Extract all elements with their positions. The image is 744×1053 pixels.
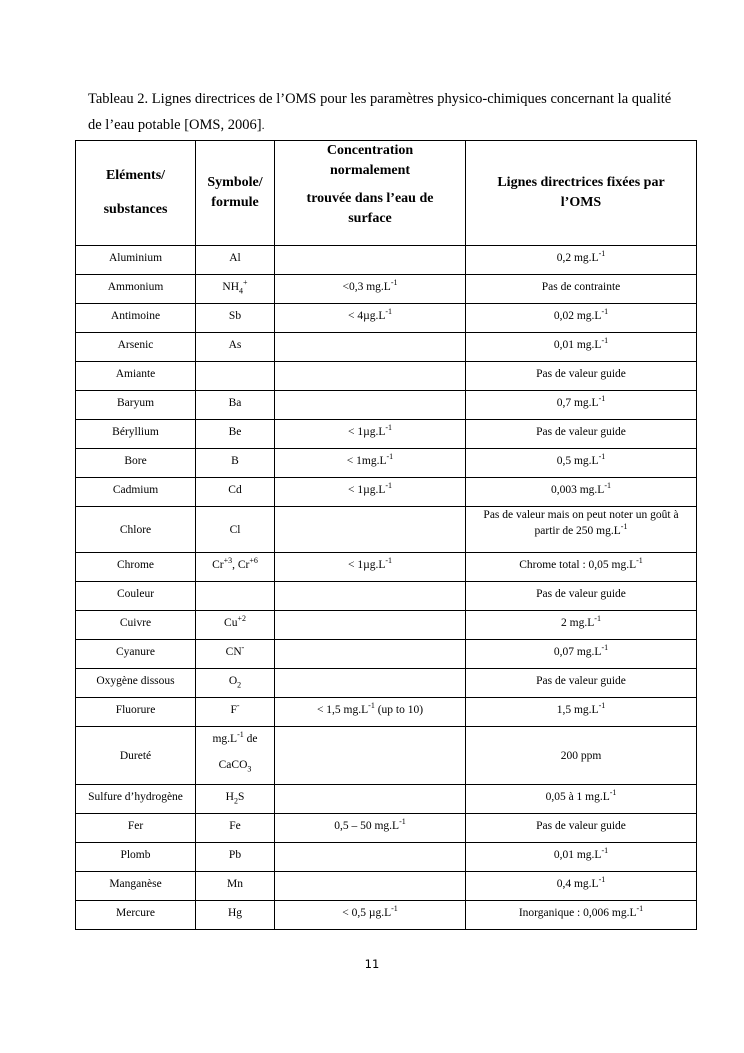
superscript: -1 [237,730,244,740]
table-row [76,478,697,507]
cell-oms [466,391,697,420]
element-name: Chlore [119,523,152,536]
superscript: -1 [604,481,612,491]
superscript: +6 [249,556,258,566]
concentration-text: <0,3 mg.L [342,281,391,293]
superscript: +3 [223,556,233,566]
header-concentration-line2: trouvée dans l’eau de surface [306,191,434,226]
cell-symbol [196,275,275,304]
oms-text: 0,07 mg.L [553,646,602,658]
superscript: +2 [237,614,246,624]
table-row [76,582,697,611]
cell-oms [466,275,697,304]
cell-concentration [275,362,466,391]
superscript: -1 [598,394,606,404]
cell-concentration [275,843,466,872]
cell-concentration [275,785,466,814]
cell-symbol [196,246,275,275]
subscript: 2 [237,680,242,690]
oms-text: 1,5 mg.L [556,704,599,716]
oms-text: Pas de valeur guide [536,820,626,832]
symbol-text: Al [229,252,241,264]
oms-text: Pas de contrainte [541,281,621,293]
cell-element [76,785,196,814]
superscript: -1 [386,452,394,462]
oms-text: Pas de valeur guide [536,368,626,380]
subscript: 4 [239,286,244,296]
oms-text: 200 ppm [560,749,602,762]
table-row [76,872,697,901]
table-caption [88,86,688,138]
symbol-text-after: S [237,791,245,803]
superscript: -1 [598,249,606,259]
element-name: Antimoine [110,310,161,322]
cell-element [76,304,196,333]
table-row [76,727,697,785]
cell-oms [466,246,697,275]
caption-text: Tableau 2. Lignes directrices de l’OMS pour les paramètres physico-chimiques concernant la qualité de l’eau potable [OMS, 2006] [88,91,672,133]
table-row [76,333,697,362]
header-concentration [275,141,466,246]
superscript: -1 [601,643,609,653]
cell-symbol [196,669,275,698]
cell-element [76,391,196,420]
cell-element [76,872,196,901]
oms-text: 0,7 mg.L [556,397,599,409]
table-row [76,275,697,304]
element-name: Ammonium [107,281,164,293]
element-name: Cuivre [119,617,152,629]
symbol-text: Cl [229,523,241,536]
element-name: Oxygène dissous [96,675,175,687]
table-row [76,611,697,640]
table-row [76,669,697,698]
caption-end: . [261,118,265,132]
page-number: 11 [364,957,380,971]
concentration-text: < 1,5 mg.L [316,704,369,716]
header-concentration-line1: Concentration normalement [326,143,414,178]
symbol-text: Cr [212,559,224,571]
cell-element [76,420,196,449]
cell-concentration [275,553,466,582]
cell-concentration [275,507,466,553]
symbol-text: Cu [224,617,238,629]
superscript: -1 [390,278,398,288]
cell-oms [466,785,697,814]
oms-text: 2 mg.L [561,617,595,629]
cell-concentration [275,901,466,930]
cell-element [76,611,196,640]
cell-concentration [275,872,466,901]
symbol-text: Hg [227,907,243,919]
symbol-text: O [228,675,238,687]
cell-element [76,727,196,785]
cell-concentration [275,727,466,785]
superscript: -1 [598,875,606,885]
superscript: -1 [601,336,609,346]
table-row [76,698,697,727]
subscript: 3 [247,764,252,774]
superscript: -1 [594,614,601,624]
cell-element [76,362,196,391]
cell-oms [466,872,697,901]
concentration-text: < 1µg.L [347,559,386,571]
header-elements-line1: Eléments/ [105,168,166,183]
cell-symbol [196,449,275,478]
cell-element [76,669,196,698]
cell-concentration [275,640,466,669]
symbol-text-after: de [243,733,258,745]
symbol-text: NH [222,281,240,293]
cell-concentration [275,333,466,362]
cell-element [76,582,196,611]
oms-guidelines-table [75,140,697,930]
oms-text: 0,4 mg.L [556,878,599,890]
cell-symbol [196,611,275,640]
cell-symbol [196,843,275,872]
superscript: -1 [385,423,393,433]
element-name: Couleur [116,588,155,600]
oms-text: Pas de valeur guide [536,426,626,438]
oms-text: 0,01 mg.L [553,849,602,861]
symbol-text-2: , Cr [232,559,250,571]
superscript: -1 [385,556,393,566]
table-row [76,420,697,449]
cell-symbol [196,362,275,391]
table-row [76,814,697,843]
superscript: -1 [609,788,617,798]
oms-text: 0,2 mg.L [556,252,599,264]
oms-text: 0,01 mg.L [553,339,602,351]
cell-concentration [275,420,466,449]
superscript: -1 [368,701,375,711]
cell-element [76,814,196,843]
symbol-line2-text: CaCO [218,759,248,771]
concentration-after: (up to 10) [374,704,424,716]
cell-oms [466,582,697,611]
superscript: -1 [598,701,606,711]
table-row [76,362,697,391]
symbol-text: Be [228,426,242,438]
concentration-text: < 1µg.L [347,426,386,438]
symbol-text: H [225,791,234,803]
cell-oms [466,449,697,478]
cell-element [76,246,196,275]
table-row [76,246,697,275]
cell-oms [466,362,697,391]
cell-oms [466,727,697,785]
header-elements [76,141,196,246]
cell-element [76,507,196,553]
subscript: 2 [233,796,238,806]
cell-oms [466,553,697,582]
cell-symbol [196,901,275,930]
cell-concentration [275,275,466,304]
symbol-text: As [228,339,242,351]
symbol-text: Mn [227,878,243,890]
cell-symbol [196,333,275,362]
superscript: -1 [636,904,644,914]
superscript: -1 [636,556,643,566]
superscript: - [241,643,245,653]
superscript: -1 [385,481,393,491]
cell-oms [466,507,697,553]
superscript: + [243,278,248,288]
superscript: -1 [620,522,628,532]
table-row [76,304,697,333]
symbol-text: Ba [228,397,242,409]
cell-concentration [275,698,466,727]
cell-oms [466,304,697,333]
cell-oms [466,611,697,640]
element-name: Sulfure d’hydrogène [88,791,183,803]
table-row [76,640,697,669]
cell-oms [466,669,697,698]
concentration-text: < 1mg.L [346,455,387,467]
cell-symbol [196,698,275,727]
element-name: Chrome [116,559,155,571]
element-name: Arsenic [117,339,154,351]
superscript: -1 [399,817,406,827]
element-name: Plomb [120,849,151,861]
cell-element [76,640,196,669]
header-symbol: Symbole/ formule [196,141,275,246]
element-name: Bore [124,455,147,467]
symbol-text: B [231,455,239,467]
element-name: Dureté [119,749,152,762]
symbol-text: Pb [228,849,242,861]
oms-text: 0,02 mg.L [553,310,602,322]
cell-symbol [196,872,275,901]
cell-concentration [275,478,466,507]
cell-symbol [196,727,275,785]
cell-symbol [196,391,275,420]
cell-oms [466,333,697,362]
header-oms: Lignes directrices fixées par l’OMS [466,141,697,246]
symbol-text: CN [225,646,242,658]
table-row [76,449,697,478]
cell-symbol [196,785,275,814]
cell-oms [466,901,697,930]
cell-element [76,333,196,362]
cell-oms [466,698,697,727]
element-name: Fluorure [115,704,156,716]
concentration-text: < 4µg.L [347,310,386,322]
element-name: Manganèse [109,878,162,890]
cell-concentration [275,304,466,333]
table-row [76,785,697,814]
symbol-text: Sb [228,310,242,322]
superscript: -1 [598,452,606,462]
cell-concentration [275,669,466,698]
cell-concentration [275,582,466,611]
superscript: - [236,701,240,711]
symbol-text: Fe [229,820,241,832]
element-name: Mercure [116,907,155,919]
oms-text: Chrome total : 0,05 mg.L [519,559,637,571]
table-row [76,507,697,553]
symbol-text: F [230,704,237,716]
cell-element [76,553,196,582]
superscript: -1 [385,307,393,317]
cell-element [76,449,196,478]
concentration-text: < 0,5 µg.L [342,907,392,919]
cell-concentration [275,611,466,640]
element-name: Cadmium [112,484,159,496]
superscript: -1 [391,904,398,914]
superscript: -1 [601,307,609,317]
element-name: Aluminium [108,252,163,264]
oms-text: Pas de valeur guide [536,675,626,687]
cell-symbol [196,582,275,611]
cell-concentration [275,246,466,275]
oms-text: Pas de valeur guide [536,588,626,600]
element-name: Baryum [116,397,155,409]
oms-text: 0,05 à 1 mg.L [545,791,610,803]
cell-oms [466,478,697,507]
cell-symbol [196,478,275,507]
oms-text: Pas de valeur mais on peut noter un goût à partir de 250 mg.L [483,509,679,537]
symbol-line2 [198,758,272,772]
oms-text: Inorganique : 0,006 mg.L [518,907,637,919]
element-name: Cyanure [116,646,155,658]
cell-element [76,843,196,872]
symbol-text: Cd [228,484,242,496]
cell-oms [466,814,697,843]
cell-oms [466,843,697,872]
cell-element [76,698,196,727]
cell-symbol [196,304,275,333]
cell-element [76,478,196,507]
cell-concentration [275,391,466,420]
element-name: Amiante [115,368,156,380]
cell-element [76,901,196,930]
symbol-text: mg.L [212,733,238,745]
table-body [76,246,697,930]
cell-oms [466,640,697,669]
table-row [76,391,697,420]
element-name: Béryllium [112,426,159,438]
cell-concentration [275,449,466,478]
element-name: Fer [127,820,144,832]
cell-symbol [196,640,275,669]
header-row [76,141,697,246]
concentration-text: 0,5 – 50 mg.L [334,820,400,832]
table-row [76,901,697,930]
cell-symbol [196,420,275,449]
table-row [76,843,697,872]
cell-symbol [196,814,275,843]
concentration-text: < 1µg.L [347,484,386,496]
cell-symbol [196,507,275,553]
oms-text: 0,5 mg.L [556,455,599,467]
cell-oms [466,420,697,449]
table-row [76,553,697,582]
cell-symbol [196,553,275,582]
superscript: -1 [601,846,609,856]
header-elements-line2: substances [103,202,168,217]
oms-text: 0,003 mg.L [550,484,605,496]
cell-element [76,275,196,304]
cell-concentration [275,814,466,843]
